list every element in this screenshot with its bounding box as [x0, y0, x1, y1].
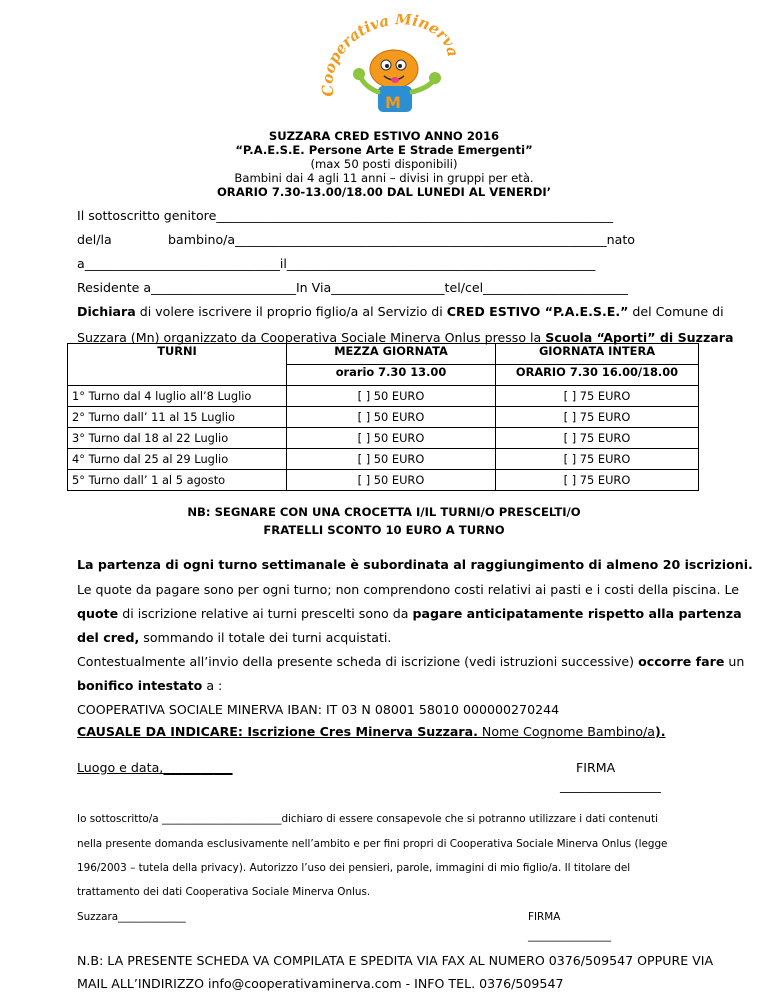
subheader-mezza: orario 7.30 13.00	[287, 365, 496, 386]
max-places: (max 50 posti disponibili)	[310, 157, 458, 171]
signature-label: FIRMA	[576, 760, 616, 775]
header-turni: TURNI	[68, 344, 287, 386]
causale	[77, 724, 666, 739]
payment-text: di iscrizione relative ai turni prescelti sono da	[118, 606, 413, 621]
organizer-text: Suzzara (Mn) organizzato da Cooperativa Sociale Minerva Onlus presso la	[77, 330, 546, 345]
transfer-un: un	[724, 654, 745, 669]
table-row	[68, 386, 699, 407]
cooperativa-minerva-logo	[316, 14, 456, 119]
minimum-enrollment: La partenza di ogni turno settimanale è subordinata al raggiungimento di almeno 20 iscrizioni.	[77, 557, 753, 572]
intera-checkbox[interactable]: [ ] 75 EURO	[496, 386, 699, 407]
svg-text:Cooperativa Minerva: Cooperativa Minerv	[318, 14, 456, 98]
mezza-checkbox[interactable]: [ ] 50 EURO	[287, 449, 496, 470]
residence-field[interactable]: Residente a_______________________In Via__________________tel/cel_______________________	[77, 280, 628, 295]
intera-checkbox[interactable]: [ ] 75 EURO	[496, 428, 699, 449]
transfer-note-1	[77, 654, 744, 669]
footer-line-1: N.B: LA PRESENTE SCHEDA VA COMPILATA E SPEDITA VIA FAX AL NUMERO 0376/509547 OPPURE VIA	[77, 953, 714, 968]
mezza-checkbox[interactable]: [ ] 50 EURO	[287, 386, 496, 407]
table-row	[68, 470, 699, 491]
table-row	[68, 428, 699, 449]
transfer-to: a :	[202, 678, 223, 693]
privacy-line-2: nella presente domanda esclusivamente nell’ambito e per fini propri di Cooperativa Sociale Minerva Onlus (legge	[77, 838, 668, 850]
nb-instruction: NB: SEGNARE CON UNA CROCETTA I/IL TURNI/O PRESCELTI/O	[187, 505, 581, 519]
transfer-note-2	[77, 678, 222, 693]
title: SUZZARA CRED ESTIVO ANNO 2016	[268, 129, 500, 143]
turno-label: 4° Turno dal 25 al 29 Luglio	[68, 449, 287, 470]
causale-name: Nome Cognome Bambino/a	[477, 724, 656, 739]
service-name: CRED ESTIVO “P.A.E.S.E.”	[446, 304, 629, 319]
privacy-line-1: Io sottoscritto/a _______________________dichiaro di essere consapevole che si potranno utilizzare i dati contenuti	[77, 813, 658, 825]
fees-note: Le quote da pagare sono per ogni turno; non comprendono costi relativi ai pasti e i costi della piscina. Le	[77, 582, 740, 597]
intera-checkbox[interactable]: [ ] 75 EURO	[496, 449, 699, 470]
privacy-place[interactable]: Suzzara_____________	[77, 911, 186, 923]
place-date-line: ___________	[163, 760, 233, 775]
mezza-checkbox[interactable]: [ ] 50 EURO	[287, 428, 496, 449]
payment-note-1	[77, 606, 742, 621]
declaration-text: di volere iscrivere il proprio figlio/a al Servizio di	[135, 304, 447, 319]
turno-label: 3° Turno dal 18 al 22 Luglio	[68, 428, 287, 449]
footer-line-2: MAIL ALL’INDIRIZZO info@cooperativaminerva.com - INFO TEL. 0376/509547	[77, 976, 564, 991]
privacy-line-4: trattamento dei dati Cooperativa Sociale Minerva Onlus.	[77, 886, 371, 898]
age-info: Bambini dai 4 agli 11 anni – divisi in gruppi per età.	[234, 171, 534, 185]
svg-text:M: M	[385, 93, 401, 112]
privacy-signature-line[interactable]: ________________	[528, 930, 612, 942]
header-mezza: MEZZA GIORNATA	[287, 344, 496, 365]
table-header-row	[68, 344, 699, 365]
payment-advance: pagare anticipatamente rispetto alla partenza	[412, 606, 742, 621]
cred-word: del cred,	[77, 630, 140, 645]
turno-label: 1° Turno dal 4 luglio all’8 Luglio	[68, 386, 287, 407]
sibling-discount: FRATELLI SCONTO 10 EURO A TURNO	[263, 523, 505, 537]
place-date-label[interactable]	[77, 760, 233, 775]
child-field[interactable]: bambino/a___________________________________________________________nato	[168, 232, 635, 247]
sum-text: sommando il totale dei turni acquistati.	[139, 630, 392, 645]
causale-label: CAUSALE DA INDICARE: Iscrizione Cres Minerva Suzzara.	[77, 724, 478, 739]
subtitle: “P.A.E.S.E. Persone Arte E Strade Emergenti”	[235, 143, 533, 157]
mezza-checkbox[interactable]: [ ] 50 EURO	[287, 407, 496, 428]
iban: COOPERATIVA SOCIALE MINERVA IBAN: IT 03 N 08001 58010 000000270244	[77, 702, 560, 717]
mezza-checkbox[interactable]: [ ] 50 EURO	[287, 470, 496, 491]
privacy-signature-label: FIRMA	[528, 911, 561, 923]
causale-end: ).	[655, 724, 666, 739]
declaration-verb: Dichiara	[77, 304, 136, 319]
table-row	[68, 407, 699, 428]
declaration-line-1	[77, 304, 724, 319]
child-label: del/la	[77, 232, 112, 247]
declaration-municipality: del Comune di	[628, 304, 724, 319]
table-row	[68, 449, 699, 470]
subheader-intera: ORARIO 7.30 16.00/18.00	[496, 365, 699, 386]
transfer-recipient: bonifico intestato	[77, 678, 203, 693]
school-name: Scuola “Aporti” di Suzzara	[545, 330, 734, 345]
hours-info: ORARIO 7.30-13.00/18.00 DAL LUNEDI AL VENERDI’	[216, 185, 552, 199]
turno-label: 2° Turno dall’ 11 al 15 Luglio	[68, 407, 287, 428]
turno-label: 5° Turno dall’ 1 al 5 agosto	[68, 470, 287, 491]
header-intera: GIORNATA INTERA	[496, 344, 699, 365]
signature-line[interactable]: ________________	[560, 778, 661, 793]
place-date-text: Luogo e data,	[77, 760, 164, 775]
payment-note-2	[77, 630, 391, 645]
turni-table	[67, 343, 699, 491]
intera-checkbox[interactable]: [ ] 75 EURO	[496, 407, 699, 428]
privacy-line-3: 196/2003 – tutela della privacy). Autorizzo l’uso dei pensieri, parole, immagini di mio figlio/a. Il titolare del	[77, 862, 631, 874]
birth-field[interactable]: a_______________________________il_________________________________________________	[77, 256, 596, 271]
parent-field[interactable]: Il sottoscritto genitore_______________________________________________________________	[77, 208, 614, 223]
fees-word: quote	[77, 606, 119, 621]
intera-checkbox[interactable]: [ ] 75 EURO	[496, 470, 699, 491]
transfer-text: Contestualmente all’invio della presente scheda di iscrizione (vedi istruzioni successive)	[77, 654, 639, 669]
required-word: occorre fare	[638, 654, 725, 669]
